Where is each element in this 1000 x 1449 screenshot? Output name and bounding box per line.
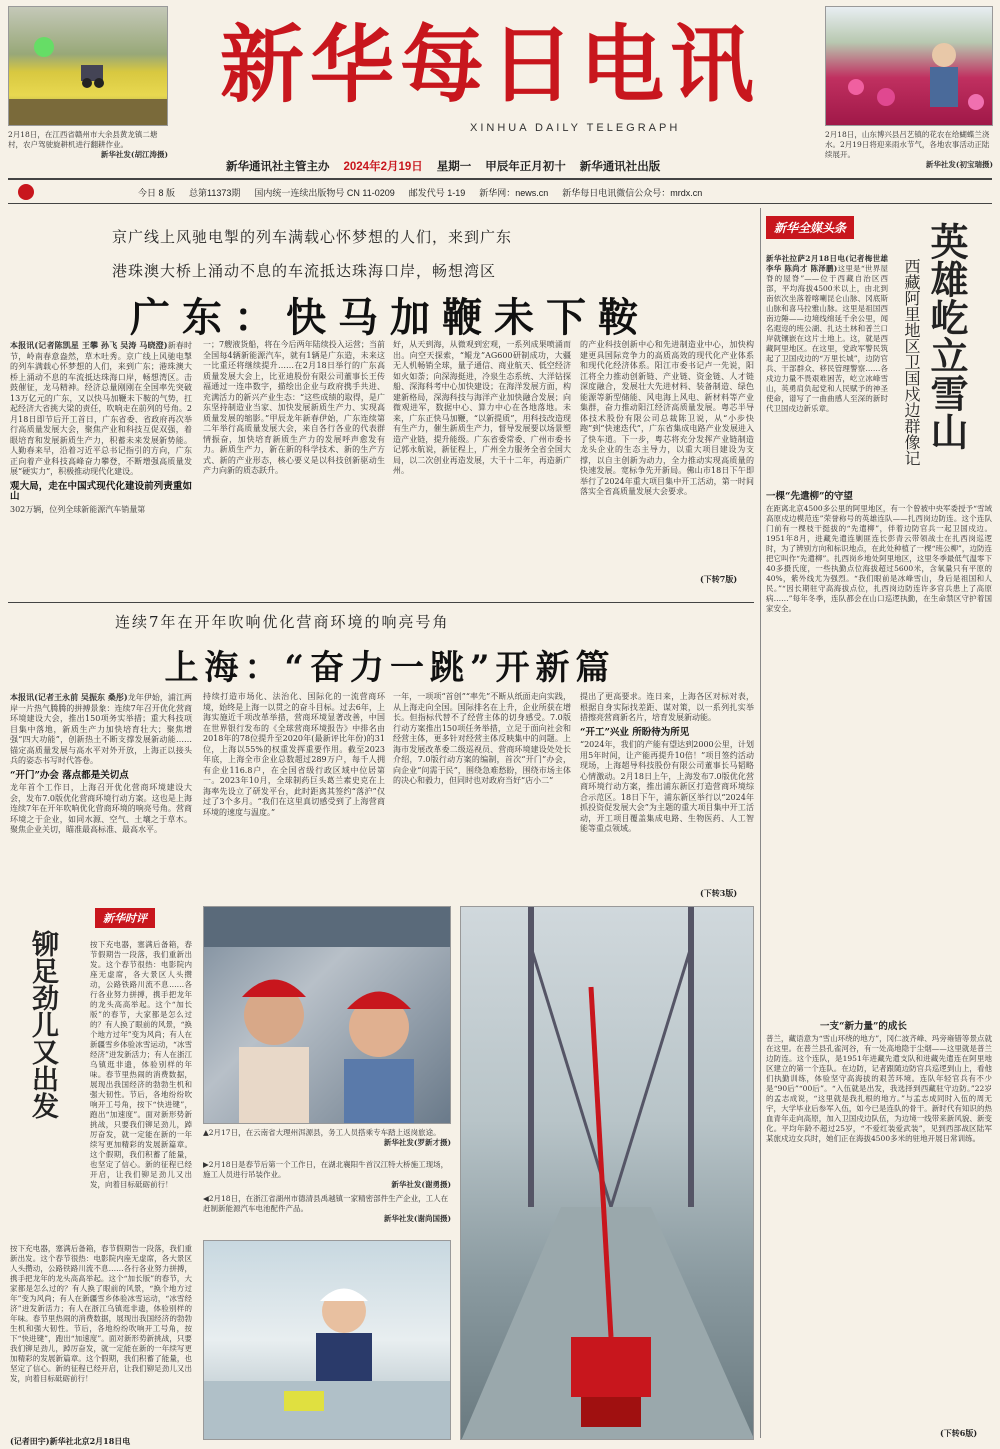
column-section-tag: 新华时评 [95, 908, 155, 928]
right-title[interactable]: 英雄屹立雪山 [924, 222, 969, 450]
top-right-photo [825, 6, 993, 126]
lead2-continued[interactable]: (下转3版) [700, 888, 738, 898]
issue-date: 2024年2月19日 [343, 161, 423, 173]
lead1-col1: 本报讯(记者陈凯星 王攀 孙飞 吴涛 马晓澄)新春时节，岭南春意盎然，草木吐秀。京广线上风驰电掣的列车满载心怀梦想的人们，来到广东；港珠澳大桥上涌动不息的车流抵达珠海口岸，畅想湾区。击鼓催征，龙马精神。经济总量刚刚在全国率先突破13万亿元的广东，又以快马加鞭未下鞍的气势，扛起经济大省挑大梁的责任，吹响走在前列的号角。2月18日即节后开工首日，广东省委、省政府再次举行高质量发展大会，聚焦产业和科技互促双强，着眼培育和发展新质生产力，积蓄未来发展新势能。人勤春来早，沿着习近平总书记指引的方向，广东正向着产业科技高峰奋力攀登，不断增强高质量发展“硬实力”，积极推动现代化建设。 观大局，走在中国式现代化建设前列责重如山 302万辆，位列全球新能源汽车销量第 [10, 340, 192, 514]
right-column-divider [760, 208, 761, 1438]
issue-bar [8, 182, 992, 202]
lead1-col3: 好，从天到海，从微观到宏观，一系列成果喷涌而出。向空天探索，“鲲龙”AG600研制成功，大疆无人机畅销全球，量子通信、商业航天、低空经济如火如荼；向深海挺进，冷泉生态系统、大洋钻探船、深海科考中心加快建设；在海洋发展方面，构建新格局，深海科技与海洋产业加快融合发展；向微观进军，数据中心、算力中心在各地落地。未来，广东正快马加鞭，“以新提质”，用科技改造现有生产力，催生新质生产力，督导发展要以场景塑造产业链，提升能级。广东省委常委、广州市委书记郭永航说，新征程上，广州全力服务全省全国大局，以二次创业再造发展，大干十二年，再造新广州。 [393, 340, 571, 475]
right-continued[interactable]: (下转6版) [940, 1428, 978, 1438]
site-news[interactable]: 新华网：news.cn [479, 187, 549, 198]
top-right-caption: 2月18日，山东博兴县吕艺镇的花农在给蝴蝶兰浇水。2月19日将迎来雨水节气，各地农事活动正陆续展开。 新华社发(初宝瑞摄) [825, 130, 993, 169]
column-body: 按下充电器，塞满后备箱，春节假期告一段落，我们重新出发。这个春节很热：电影院内座无虚席，各大景区人头攒动，公路铁路川流不息……各行各业努力拼搏，携手把龙年的龙头高高举起。这个“加长版”的春节，大家都是怎么过的？有人换了眼前的风景，“换个地方过年”变为风尚；有人在新疆雪乡体验冰雪运动，“冰雪经济”迸发新活力；有人在浙江乌镇逛非遗，体验别样的年味。春节里热闹的消费数据，展现出我国经济的勃勃生机和强大韧性。节后，各地纷纷吹响开工号角，按下“快进键”，跑出“加速度”。面对新形势新挑战，只要我们铆足劲儿，踔厉奋发，就一定能在新的一年续写更加精彩的发展新篇章。这个假期，我们积蓄了能量，也坚定了信心。新的征程已经开启，让我们铆足劲儿又出发，向着目标砥砺前行！ [90, 940, 192, 1189]
workers-bus-image [204, 907, 451, 1124]
lead2-headline[interactable]: 上海：“奋力一跳”开新篇 [164, 648, 616, 688]
lead1-col2: 一；7艘液货船，将在今后两年陆续投入运营；当前全国每4辆新能源汽车，就有1辆是广东造，未来这一比重还将继续提升……在2月18日举行的广东高质量发展大会上，比亚迪股份有限公司董事长王传福通过一连串数字，描绘出企业与政府携手共进、充满活力的新兴产业生态：“这些成绩的取得，是广东坚持制造业当家、加快发展新质生产力、实现高质量发展的缩影。”甲辰龙年新春伊始，广东连续第二年举行高质量发展大会，来自各行各业的代表群情振奋，加快培育新质生产力的发展呼声愈发有力。新质生产力，新在新的科学技术、新的生产方式、新的产业形态，核心要义是以科技创新驱动生产力向新的质态跃升。 [203, 340, 385, 475]
photo2-caption: ▶2月18日是春节后第一个工作日，在湖北襄阳牛首汉江特大桥施工现场，施工人员进行吊装作业。 新华社发(谢勇摄) [203, 1160, 451, 1189]
right-subhead-1: 一棵“先遣柳”的守望 [766, 491, 853, 502]
lead2-subhead-1: “开门”办会 落点都是关切点 [10, 769, 129, 781]
right-section-tag: 新华全媒头条 [766, 216, 854, 239]
masthead-meta [226, 158, 786, 174]
lead-divider [8, 602, 754, 603]
right-subhead-2: 一支“新力量”的成长 [820, 1021, 907, 1032]
lead2-col1: 本报讯(记者王永前 吴振东 桑彤)龙年伊始，浦江两岸一片热气腾腾的拼搏景象：连续7年召开优化营商环境建设大会，推出150项务实举措；重大科技项目集中落地，新质生产力加快培育壮大；聚焦增强“四大功能”，创新热土不断支撑发展新动能……锚定高质量发展与高水平对外开放，上海正以接头兵的姿态书写时代答卷。 “开门”办会 落点都是关切点 龙年首个工作日，上海召开优化营商环境建设大会，发布7.0版优化营商环境行动方案。这也是上海连续7年在开年吹响优化营商环境的响亮号角。营商环境之于企业，如同水源、空气、土壤之于草木。聚焦企业关切，瞄准最高标准、最高水平。 [10, 692, 192, 834]
lead2-subhead-2: “开工”兴业 所盼待为所见 [580, 726, 690, 738]
photo3-caption: ◀2月18日，在浙江省湖州市德清县禹越镇一家精密部件生产企业，工人在赶制新能源汽车电池配件产品。 新华社发(谢尚国摄) [203, 1194, 451, 1223]
lead2-col3: 一年，一项项“首创”“率先”不断从纸面走向实践，从上海走向全国。国际排名在上升，企业所获在增长。但指标代替不了经营主体的切身感受。7.0版行动方案推出150项任务举措，立足于面向社会和经营主体，更多针对经营主体反映集中的问题。上海市发展改革委二级巡视员、营商环境建设处处长介绍，7.0版行动方案的编制，首次“开门”办会，向企业“问需于民”，围绕急难愁盼，围绕市场主体的决心和毅力，但同时也对政府当好“店小二” [393, 692, 571, 785]
photo2-credit: 新华社发(谢勇摄) [391, 1180, 451, 1189]
postal-code: 邮发代号 1-19 [408, 187, 466, 198]
xinhua-emblem-icon [18, 184, 34, 200]
column-title[interactable]: 铆足劲儿又出发 [27, 930, 58, 1119]
lead1-col4: 的产业科技创新中心和先进制造业中心，加快构建更具国际竞争力的高质高效的现代化产业体系和现代化经济体系。阳江市委书记卢一先说，阳江将全力推动创新链、产业链、资金链、人才链深度融合，发展壮大先进材料、装备制造、绿色能源等新型储能、风电海上风电、新材料等产业集群，奋力推动阳江经济高质量发展。粤芯半导体技术股份有限公司总裁陈卫说，从“小步快跑”到“快速迭代”，广东省集成电路产业发展进入了快车道。下一步，粤芯将充分发挥产业链制造龙头企业的生态主导力，以重大项目建设为支撑，以自主创新为动力，全力推动实现高质量的快速发展。宽标争先开新局。佛山市18日下午即举行了2024年重大项目集中开工活动，第一时间落实全省高质量发展大会要求。 [580, 340, 754, 496]
photo3-credit: 新华社发(谢尚国摄) [383, 1214, 451, 1223]
site-wechat[interactable]: 新华每日电讯微信公众号：mrdx.cn [562, 187, 703, 198]
lunar-date: 甲辰年正月初十 [485, 161, 566, 173]
sponsor: 新华通讯社主管主办 [226, 161, 330, 173]
masthead-title-en: XINHUA DAILY TELEGRAPH [470, 122, 681, 134]
issue-bar-rule [8, 203, 992, 204]
photo1-credit: 新华社发(罗新才摄) [383, 1138, 451, 1147]
lead2-col2: 持续打造市场化、法治化、国际化的一流营商环境，始终是上海一以贯之的奋斗目标。过去6年，上海实施近千项改革举措，营商环境显著改善，中国在世界银行发布的《全球营商环境报告》中排名由2018年的78位提升至2020年(最新评比年份)的31位，上海以55%的权重发挥重要作用。截至2023年底，上海全市企业总数超过289万户，每千人拥有企业116.8户，在全国省级行政区域中位居第一。2023年10月，全球制药巨头葛兰素史克在上海率先设立了研发平台，此时距离其签约“落沪”仅过了3个多月。“我们在这里真切感受到了上海营商环境的速度与温度。” [203, 692, 385, 817]
field-tiller-image [9, 7, 168, 126]
top-left-caption: 2月18日，在江西省赣州市大余县黄龙镇二塘村，农户驾驶旋耕机进行翻耕作业。 新华社发(胡江涛摄) [8, 130, 168, 159]
column-body-wide: 按下充电器，塞满后备箱，春节假期告一段落，我们重新出发。这个春节很热：电影院内座无虚席，各大景区人头攒动，公路铁路川流不息……各行各业努力拼搏，携手把龙年的龙头高高举起。这个“加长版”的春节，大家都是怎么过的？有人换了眼前的风景，“换个地方过年”变为风尚；有人在新疆雪乡体验冰雪运动，“冰雪经济”迸发新活力；有人在浙江乌镇逛非遗，体验别样的年味。春节里热闹的消费数据，展现出我国经济的勃勃生机和强大韧性。节后，各地纷纷吹响开工号角，按下“快进键”，跑出“加速度”。面对新形势新挑战，只要我们铆足劲儿，踔厉奋发，就一定能在新的一年续写更加精彩的发展新篇章。这个假期，我们积蓄了能量，也坚定了信心。新的征程已经开启，让我们铆足劲儿又出发，向着目标砥砺前行！ [10, 1244, 192, 1383]
masthead-rule [8, 178, 992, 180]
column-credit: (记者田宇)新华社北京2月18日电 [10, 1436, 131, 1446]
lead2-kicker: 连续7年在开年吹响优化营商环境的响亮号角 [115, 613, 450, 631]
publisher: 新华通讯社出版 [579, 161, 661, 173]
masthead-logo [220, 10, 790, 140]
right-subtitle: 西藏阿里地区卫国戍边群像记 [902, 258, 921, 466]
factory-worker-image [204, 1241, 451, 1440]
lead1-kicker-1: 京广线上风驰电掣的列车满载心怀梦想的人们，来到广东 [112, 228, 513, 246]
lead1-continued[interactable]: (下转7版) [700, 574, 738, 584]
photo-bridge-crane [460, 906, 754, 1440]
photo-workers-bus [203, 906, 451, 1124]
bridge-crane-image [461, 907, 754, 1440]
issue-today: 今日 8 版 [138, 187, 176, 198]
cn-number: 国内统一连续出版物号 CN 11-0209 [254, 187, 395, 198]
orchid-greenhouse-image [826, 7, 993, 126]
right-col-body-2: 普兰，藏语意为“雪山环绕的地方”，冈仁波齐峰、玛旁雍错等景点就在这里。在普兰县孔雀河谷，有一处高地隐于尘烟——这里就是普兰边防连。这个连队，是1951年进藏先遣支队和进藏先遣连在阿里地区建立的第一个连队。在边防，记者跟随边防官兵巡逻到山上，看他们执勤训练，体验坚守高海拔的艰苦环境。连队年轻官兵有不少是“90后”“00后”。“入伍就是出发，我选择到西藏驻守边防。”22岁的孟志成说，“这里就是我扎根的地方。”与孟志成同时入伍的周无宇，大学毕业后参军入伍，如今已是连队的骨干。新时代有知识的热血青年走向高原，加入卫国戍边队伍，为边境一线带来新风貌、新变化。平均年龄不超过25岁，“不爱红装爱武装”，见到西部战区陆军某旅戍边女兵时，她们正在海拔4500多米的驻地开展日常训练。 [766, 1034, 992, 1143]
masthead-title: 新华每日电讯 [220, 15, 761, 114]
lead1-subhead: 观大局，走在中国式现代化建设前列责重如山 [10, 480, 192, 502]
lead1-kicker-2: 港珠澳大桥上涌动不息的车流抵达珠海口岸，畅想湾区 [112, 262, 497, 280]
lead1-headline[interactable]: 广东：快马加鞭未下鞍 [130, 294, 650, 341]
right-col-body-1: 在距离北京4500多公里的阿里地区，有一个曾被中央军委授予“雪域高原戍边模范连”荣誉称号的英雄连队——扎西岗边防连。这个连队门前有一棵枝干挺拔的“先遣柳”，伴着边防官兵一起卫国戍边。1951年8月，进藏先遣连剿匪连长彭青云带领战士在扎西岗巡逻时，为了辨别方向和标识地点，在此处种植了一棵“班公柳”，边防连把它叫作“先遣柳”。扎西岗乡地处阿里地区，这里冬季最低气温零下40多摄氏度，一些执勤点位海拔超过5600米，含氧量只有平原的40%，紫外线尤为强烈。“我们眼前是冰峰雪山，身后是祖国和人民。”“因长期驻守高海拔点位，扎西岗边防连许多官兵患上了高原病……”每年冬季，连队都会在山口巡逻执勤，在生命禁区守护着国家安全。 [766, 504, 992, 613]
top-right-credit: 新华社发(初宝瑞摄) [925, 160, 993, 169]
issue-total: 总第11373期 [189, 187, 241, 198]
lead1-byline: 本报讯(记者陈凯星 王攀 孙飞 吴涛 马晓澄) [10, 340, 168, 350]
top-left-credit: 新华社发(胡江涛摄) [100, 150, 168, 159]
right-col-lead: 新华社拉萨2月18日电(记者梅世雄 李华 陈尚才 陈泽鹏)这里是“世界屋脊的屋脊”——位于西藏自治区西部，平均海拔4500米以上，由北到南依次坐落着喀喇昆仑山脉、冈底斯山脉和喜马拉雅山脉。这里是祖国西南边陲——边境线绵延千余公里，闻名遐迩的班公湖、扎达土林和普兰口岸就镶嵌在这片土地上。这，就是西藏阿里地区。在这里，党政军警民筑起了卫国戍边的“万里长城”，边防官兵、干部群众、移民管理警察……各戍边力量不畏艰难困苦，屹立冰峰雪山，英勇肩负起党和人民赋予的神圣使命，谱写了一曲曲感人至深的新时代卫国戍边新乐章。 [766, 254, 888, 413]
weekday: 星期一 [436, 161, 472, 173]
lead2-byline: 本报讯(记者王永前 吴振东 桑彤) [10, 692, 128, 702]
photo1-caption: ▲2月17日，在云南省大理州洱源县，务工人员搭乘专车踏上返岗旅途。 新华社发(罗新才摄) [203, 1128, 451, 1147]
top-left-photo [8, 6, 168, 126]
right-dateline: 新华社拉萨2月18日电(记者梅世雄 李华 陈尚才 陈泽鹏) [766, 254, 888, 273]
photo-factory-worker [203, 1240, 451, 1440]
lead2-col4: 提出了更高要求。连日来，上海各区对标对表，根据自身实际找差距、谋对策，以一系列扎实举措擦亮营商新名片，培育发展新动能。 “开工”兴业 所盼待为所见 “2024年，我们的产能有望达到2000公里，计划用5年时间，让产能再提升10倍！”项目签约活动现场，上海超导科技股份有限公司董事长马韬略心情激动。2月18日上午，上海发布7.0版优化营商环境行动方案，推出浦东新区打造营商环境综合示范区。18日下午，浦东新区举行以“2024年抓投资促发展大会”为主题的重大项目集中开工活动，开工项目覆盖集成电路、生物医药、人工智能等重点领域。 [580, 692, 754, 833]
